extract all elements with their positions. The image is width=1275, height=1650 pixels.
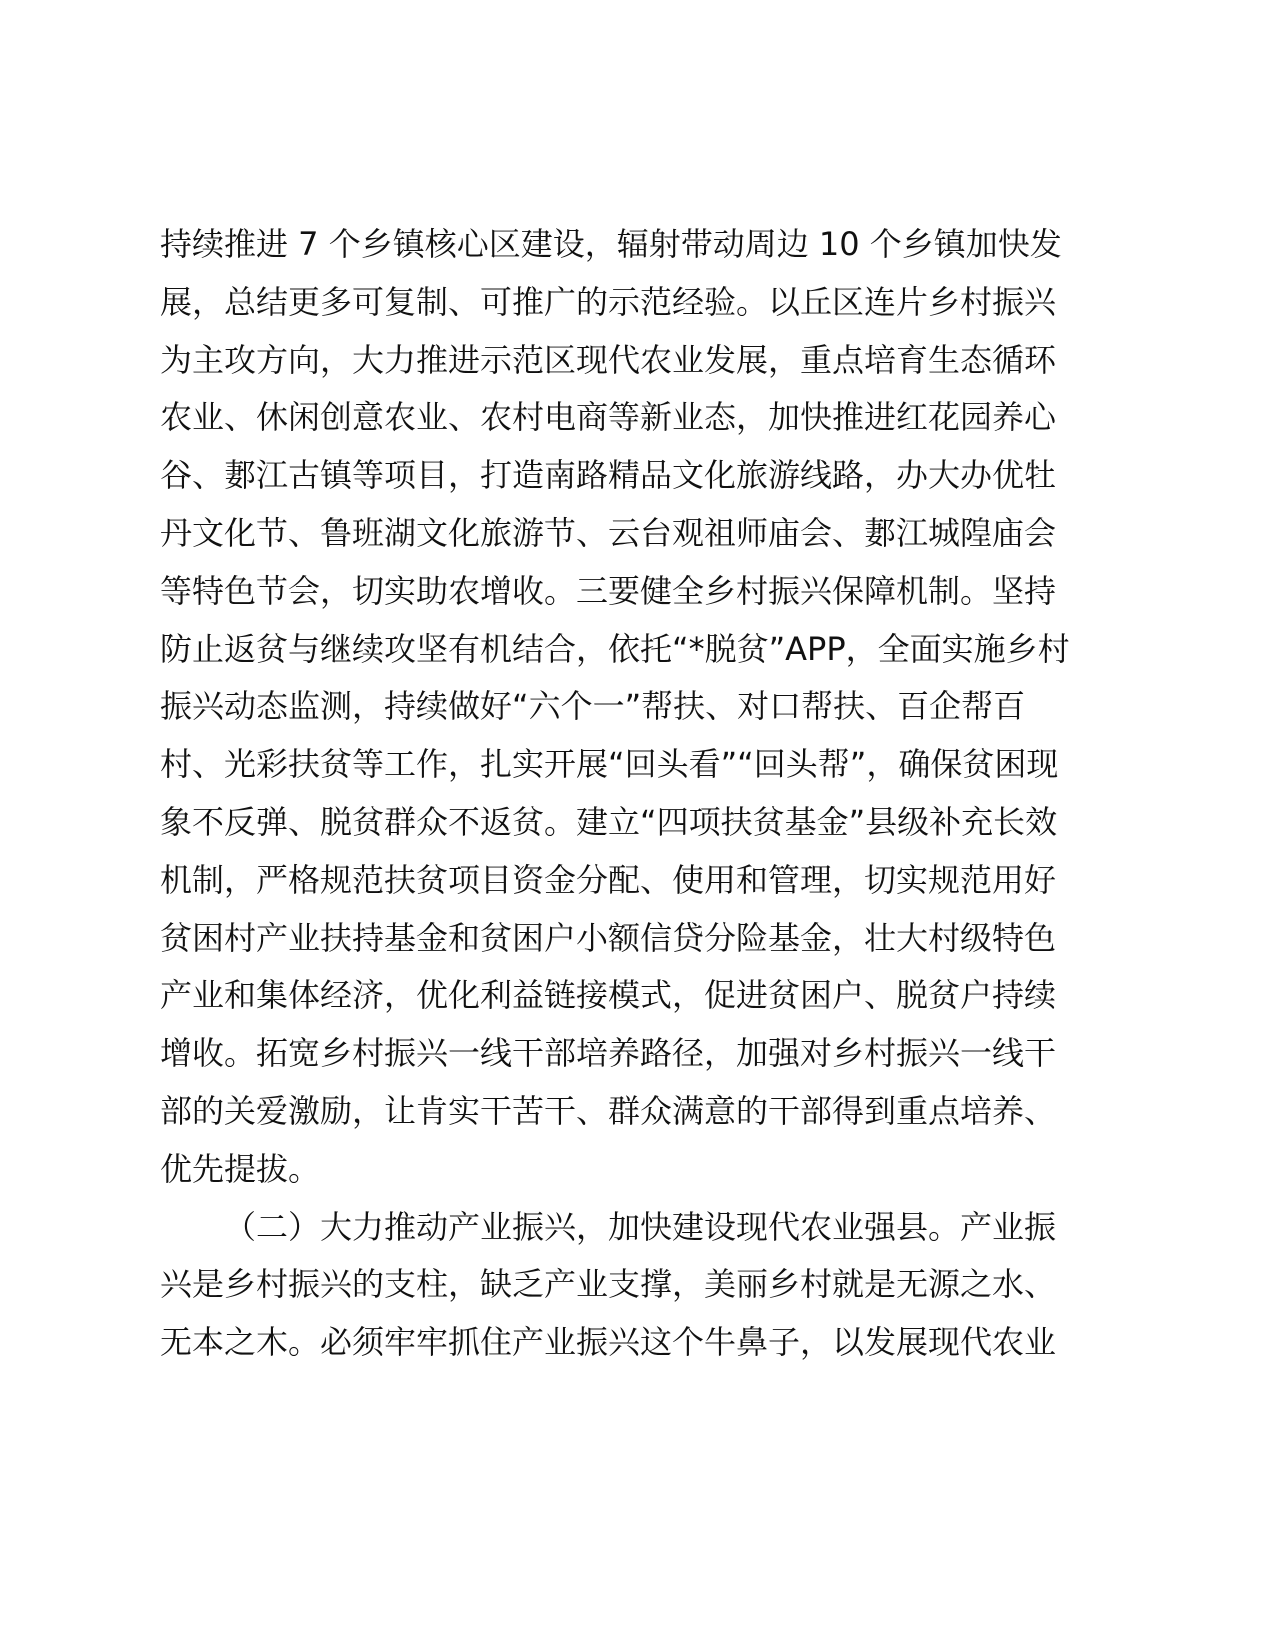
text-line: 农业、休闲创意农业、农村电商等新业态，加快推进红花园养心 <box>160 398 1057 437</box>
text-line: 产业和集体经济，优化利益链接模式，促进贫困户、脱贫户持续 <box>160 976 1057 1015</box>
text-line: 谷、郪江古镇等项目，打造南路精品文化旅游线路，办大办优牡 <box>160 456 1057 495</box>
text-line: 振兴动态监测，持续做好“六个一”帮扶、对口帮扶、百企帮百 <box>160 687 1026 726</box>
text-line: 贫困村产业扶持基金和贫困户小额信贷分险基金，壮大村级特色 <box>160 918 1057 957</box>
text-line: 增收。拓宽乡村振兴一线干部培养路径，加强对乡村振兴一线干 <box>160 1034 1057 1073</box>
text-line: 持续推进 7 个乡镇核心区建设，辐射带动周边 10 个乡镇加快发 <box>160 225 1062 263</box>
body-text <box>160 216 1090 1372</box>
text-line: 象不反弹、脱贫群众不返贫。建立“四项扶贫基金”县级补充长效 <box>160 802 1058 841</box>
text-line: 防止返贫与继续攻坚有机结合，依托“*脱贫”APP，全面实施乡村 <box>160 629 1070 668</box>
text-line: 为主攻方向，大力推进示范区现代农业发展，重点培育生态循环 <box>160 340 1057 379</box>
text-line: 展，总结更多可复制、可推广的示范经验。以丘区连片乡村振兴 <box>160 282 1057 321</box>
text-line: 等特色节会，切实助农增收。三要健全乡村振兴保障机制。坚持 <box>160 571 1057 610</box>
text-line: 丹文化节、鲁班湖文化旅游节、云台观祖师庙会、郪江城隍庙会 <box>160 513 1057 552</box>
text-line: 兴是乡村振兴的支柱，缺乏产业支撑，美丽乡村就是无源之水、 <box>160 1265 1057 1304</box>
text-line: 机制，严格规范扶贫项目资金分配、使用和管理，切实规范用好 <box>160 860 1057 899</box>
text-line: 部的关爱激励，让肯实干苦干、群众满意的干部得到重点培养、 <box>160 1091 1057 1130</box>
text-line: 无本之木。必须牢牢抓住产业振兴这个牛鼻子，以发展现代农业 <box>160 1323 1057 1362</box>
section-heading-line: （二）大力推动产业振兴，加快建设现代农业强县。产业振 <box>224 1207 1057 1246</box>
text-line: 优先提拔。 <box>160 1149 321 1188</box>
text-line: 村、光彩扶贫等工作，扎实开展“回头看”“回头帮”，确保贫困现 <box>160 745 1059 784</box>
